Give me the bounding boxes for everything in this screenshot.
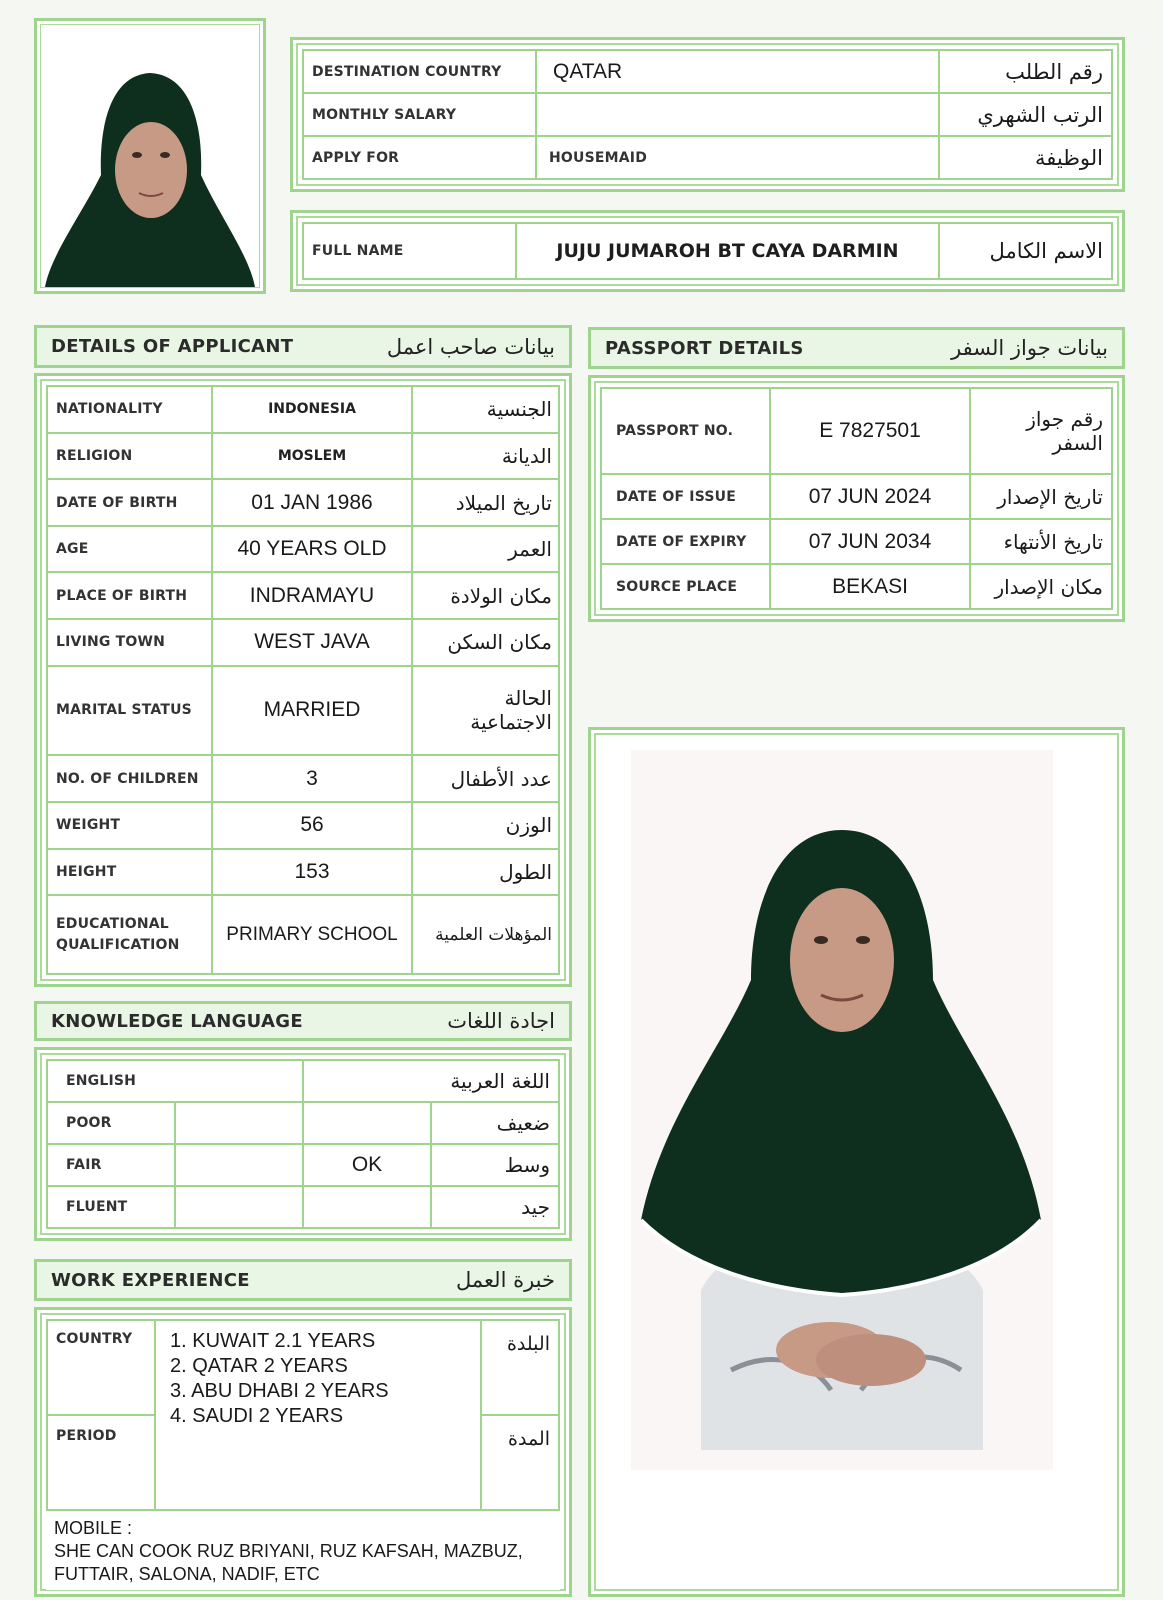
table-row xyxy=(47,1060,559,1102)
passport-field-ar: رقم جواز السفر xyxy=(970,388,1112,474)
full-name-value: JUJU JUMAROH BT CAYA DARMIN xyxy=(516,223,939,279)
full-body-photo xyxy=(631,750,1053,1470)
language-english-header: ENGLISH xyxy=(47,1060,303,1102)
full-body-photo-frame xyxy=(588,727,1125,1597)
applicant-field-label: DATE OF BIRTH xyxy=(47,479,212,526)
application-header-table xyxy=(302,49,1113,180)
applicant-section-title-ar: بيانات صاحب اعمل xyxy=(386,334,555,359)
applicant-field-value: PRIMARY SCHOOL xyxy=(212,895,412,974)
applicant-field-ar: الطول xyxy=(412,849,559,896)
work-experience-table xyxy=(46,1319,560,1511)
language-level-ar: جيد xyxy=(431,1186,559,1228)
passport-field-label: SOURCE PLACE xyxy=(601,564,770,609)
work-entry: 2. QATAR 2 YEARS xyxy=(170,1355,348,1377)
applicant-field-value: 3 xyxy=(212,755,412,802)
table-row xyxy=(303,50,1112,93)
language-level-label: POOR xyxy=(47,1102,175,1144)
work-note-line: MOBILE : xyxy=(54,1518,133,1538)
passport-section-title: PASSPORT DETAILS xyxy=(605,337,804,359)
language-section-title-ar: اجادة اللغات xyxy=(447,1009,555,1033)
table-row xyxy=(47,433,559,480)
application-header-box xyxy=(290,37,1125,192)
applicant-field-label: EDUCATIONAL QUALIFICATION xyxy=(47,895,212,974)
passport-field-label: DATE OF ISSUE xyxy=(601,474,770,519)
work-section-title: WORK EXPERIENCE xyxy=(51,1269,250,1291)
apply-for-label: APPLY FOR xyxy=(303,136,536,179)
passport-field-ar: مكان الإصدار xyxy=(970,564,1112,609)
applicant-section-header xyxy=(34,325,572,368)
language-arabic-level xyxy=(303,1102,431,1144)
applicant-field-label: NATIONALITY xyxy=(47,386,212,433)
applicant-details-table xyxy=(46,385,560,975)
destination-country-ar: رقم الطلب xyxy=(939,50,1112,93)
passport-field-ar: تاريخ الإصدار xyxy=(970,474,1112,519)
table-row xyxy=(47,526,559,573)
applicant-field-ar: الديانة xyxy=(412,433,559,480)
table-row xyxy=(47,849,559,896)
applicant-field-value: INDONESIA xyxy=(212,386,412,433)
monthly-salary-ar: الرتب الشهري xyxy=(939,93,1112,136)
work-section-header xyxy=(34,1259,572,1301)
table-row xyxy=(601,519,1112,564)
applicant-field-label: AGE xyxy=(47,526,212,573)
passport-section-title-ar: بيانات جواز السفر xyxy=(951,336,1108,360)
work-entries-cell xyxy=(155,1320,481,1510)
applicant-field-ar: عدد الأطفال xyxy=(412,755,559,802)
applicant-field-ar: مكان الولادة xyxy=(412,572,559,619)
language-table xyxy=(46,1059,560,1229)
table-row xyxy=(47,1144,559,1186)
passport-field-value: BEKASI xyxy=(770,564,970,609)
destination-country-value: QATAR xyxy=(536,50,939,93)
applicant-details-box xyxy=(34,373,572,987)
passport-field-label: PASSPORT NO. xyxy=(601,388,770,474)
applicant-field-label: NO. OF CHILDREN xyxy=(47,755,212,802)
full-name-label: FULL NAME xyxy=(303,223,516,279)
applicant-field-value: 153 xyxy=(212,849,412,896)
applicant-field-label: WEIGHT xyxy=(47,802,212,849)
passport-field-value: 07 JUN 2034 xyxy=(770,519,970,564)
language-arabic-level xyxy=(303,1186,431,1228)
full-name-box xyxy=(290,210,1125,292)
language-level-ar: وسط xyxy=(431,1144,559,1186)
work-entry: 1. KUWAIT 2.1 YEARS xyxy=(170,1330,376,1352)
full-name-table xyxy=(302,222,1113,280)
work-entry: 3. ABU DHABI 2 YEARS xyxy=(170,1380,389,1402)
table-row xyxy=(47,1320,559,1415)
language-english-level xyxy=(175,1186,303,1228)
monthly-salary-value xyxy=(536,93,939,136)
language-section-title: KNOWLEDGE LANGUAGE xyxy=(51,1010,303,1032)
language-english-level xyxy=(175,1144,303,1186)
passport-field-value: 07 JUN 2024 xyxy=(770,474,970,519)
applicant-field-value: MARRIED xyxy=(212,666,412,756)
work-note xyxy=(46,1513,560,1590)
table-row xyxy=(47,1186,559,1228)
work-experience-box xyxy=(34,1307,572,1597)
work-note-line: FUTTAIR, SALONA, NADIF, ETC xyxy=(54,1564,320,1584)
table-row xyxy=(47,619,559,666)
work-section-title-ar: خبرة العمل xyxy=(456,1268,555,1292)
table-row xyxy=(47,895,559,974)
language-level-ar: ضعيف xyxy=(431,1102,559,1144)
monthly-salary-label: MONTHLY SALARY xyxy=(303,93,536,136)
passport-section-header xyxy=(588,327,1125,369)
table-row xyxy=(303,223,1112,279)
applicant-field-ar: مكان السكن xyxy=(412,619,559,666)
applicant-field-value: WEST JAVA xyxy=(212,619,412,666)
table-row xyxy=(303,93,1112,136)
applicant-field-label: MARITAL STATUS xyxy=(47,666,212,756)
table-row xyxy=(47,666,559,756)
applicant-field-ar: المؤهلات العلمية xyxy=(412,895,559,974)
applicant-field-ar: الحالة الاجتماعية xyxy=(412,666,559,756)
language-level-label: FLUENT xyxy=(47,1186,175,1228)
table-row xyxy=(601,564,1112,609)
table-row xyxy=(601,388,1112,474)
table-row xyxy=(303,136,1112,179)
work-note-line: SHE CAN COOK RUZ BRIYANI, RUZ KAFSAH, MAZBUZ, xyxy=(54,1541,523,1561)
passport-field-label: DATE OF EXPIRY xyxy=(601,519,770,564)
work-period-ar: المدة xyxy=(481,1415,559,1510)
language-section-header xyxy=(34,1001,572,1041)
table-row xyxy=(601,474,1112,519)
applicant-field-ar: الوزن xyxy=(412,802,559,849)
language-arabic-level: OK xyxy=(303,1144,431,1186)
table-row xyxy=(47,479,559,526)
applicant-field-value: MOSLEM xyxy=(212,433,412,480)
table-row xyxy=(47,386,559,433)
applicant-field-value: INDRAMAYU xyxy=(212,572,412,619)
work-entry: 4. SAUDI 2 YEARS xyxy=(170,1405,344,1427)
table-row xyxy=(47,572,559,619)
apply-for-value: HOUSEMAID xyxy=(536,136,939,179)
applicant-field-ar: الجنسية xyxy=(412,386,559,433)
destination-country-label: DESTINATION COUNTRY xyxy=(303,50,536,93)
passport-photo-frame xyxy=(34,18,266,294)
applicant-field-value: 40 YEARS OLD xyxy=(212,526,412,573)
work-period-label: PERIOD xyxy=(47,1415,155,1510)
passport-photo xyxy=(41,25,259,287)
applicant-field-label: LIVING TOWN xyxy=(47,619,212,666)
language-arabic-header: اللغة العربية xyxy=(303,1060,559,1102)
work-country-label: COUNTRY xyxy=(47,1320,155,1415)
passport-details-box xyxy=(588,375,1125,622)
full-name-ar: الاسم الكامل xyxy=(939,223,1112,279)
applicant-section-title: DETAILS OF APPLICANT xyxy=(51,336,294,357)
applicant-field-label: RELIGION xyxy=(47,433,212,480)
language-level-label: FAIR xyxy=(47,1144,175,1186)
work-country-ar: البلدة xyxy=(481,1320,559,1415)
applicant-field-label: HEIGHT xyxy=(47,849,212,896)
applicant-field-value: 56 xyxy=(212,802,412,849)
passport-field-value: E 7827501 xyxy=(770,388,970,474)
applicant-field-ar: تاريخ الميلاد xyxy=(412,479,559,526)
table-row xyxy=(47,755,559,802)
applicant-field-label: PLACE OF BIRTH xyxy=(47,572,212,619)
table-row xyxy=(47,1102,559,1144)
apply-for-ar: الوظيفة xyxy=(939,136,1112,179)
passport-details-table xyxy=(600,387,1113,610)
language-box xyxy=(34,1047,572,1241)
applicant-field-value: 01 JAN 1986 xyxy=(212,479,412,526)
applicant-field-ar: العمر xyxy=(412,526,559,573)
passport-field-ar: تاريخ الأنتهاء xyxy=(970,519,1112,564)
table-row xyxy=(47,802,559,849)
language-english-level xyxy=(175,1102,303,1144)
work-entries-list xyxy=(170,1329,466,1429)
